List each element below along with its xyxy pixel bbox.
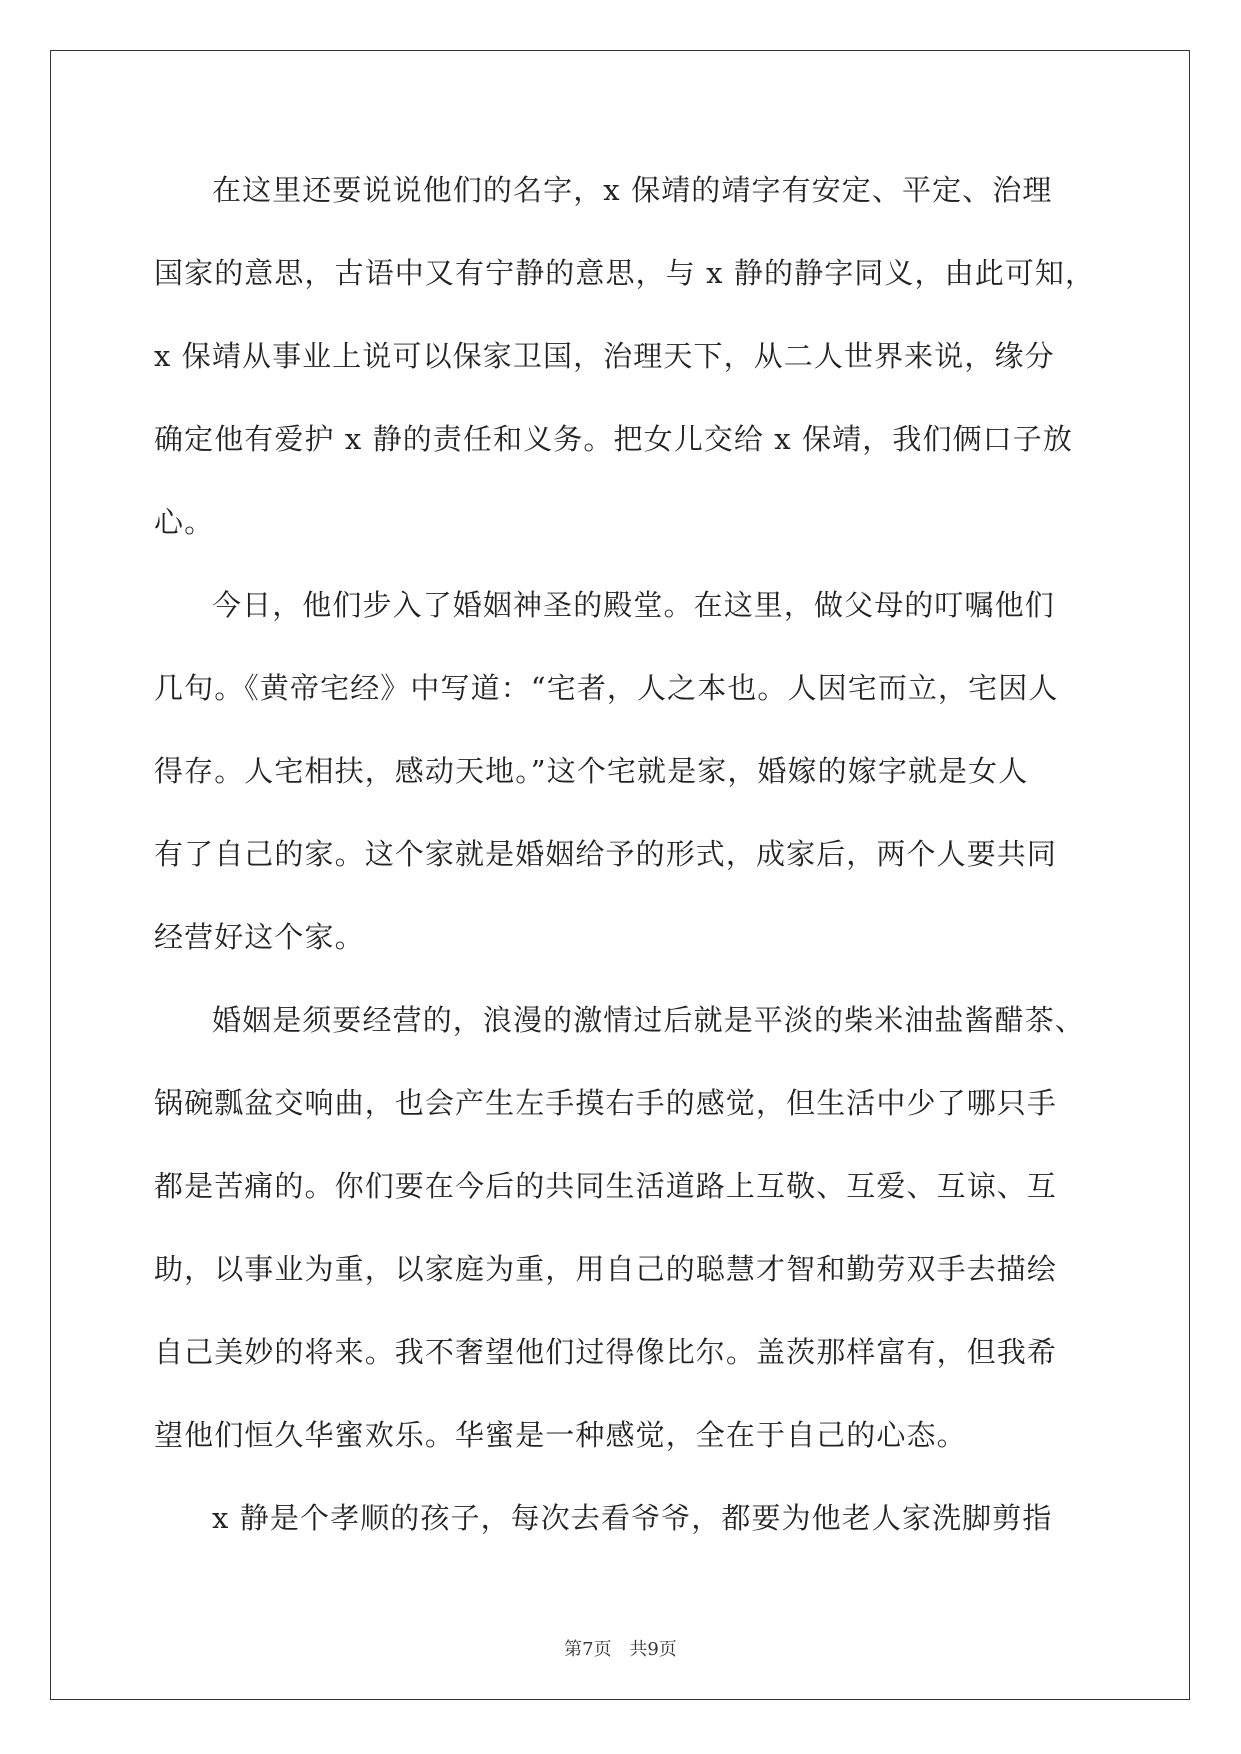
document-body [154,162,1096,1573]
text-line: 助，以事业为重，以家庭为重，用自己的聪慧才智和勤劳双手去描绘 [154,1252,1058,1286]
text-line: 今日，他们步入了婚姻神圣的殿堂。在这里，做父母的叮嘱他们 [212,588,1055,622]
page-number-current: 第7页 [564,1639,612,1660]
text-line: 得存。人宅相扶，感动天地。”这个宅就是家，婚嫁的嫁字就是女人 [154,754,1029,788]
text-line: 在这里还要说说他们的名字，x 保靖的靖字有安定、平定、治理 [212,173,1053,207]
text-line: 国家的意思，古语中又有宁静的意思，与 x 静的静字同义，由此可知， [154,256,1096,290]
text-line: 心。 [154,505,215,539]
text-line: 锅碗瓢盆交响曲，也会产生左手摸右手的感觉，但生活中少了哪只手 [154,1086,1058,1120]
text-line: 经营好这个家。 [154,920,365,954]
text-line: x 静是个孝顺的孩子，每次去看爷爷，都要为他老人家洗脚剪指 [212,1501,1053,1535]
text-line: 自己美妙的将来。我不奢望他们过得像比尔。盖茨那样富有，但我希 [154,1335,1058,1369]
text-line: x 保靖从事业上说可以保家卫国，治理天下，从二人世界来说，缘分 [154,339,1055,373]
text-line: 婚姻是须要经营的，浪漫的激情过后就是平淡的柴米油盐酱醋茶、 [212,1003,1085,1037]
text-line: 确定他有爱护 x 静的责任和义务。把女儿交给 x 保靖，我们俩口子放 [154,422,1073,456]
text-line: 都是苦痛的。你们要在今后的共同生活道路上互敬、互爱、互谅、互 [154,1169,1058,1203]
text-line: 几句。《黄帝宅经》中写道：“宅者，人之本也。人因宅而立，宅因人 [154,671,1059,705]
page-number-total: 共9页 [629,1639,677,1660]
text-line: 望他们恒久华蜜欢乐。华蜜是一种感觉，全在于自己的心态。 [154,1418,967,1452]
page-footer [0,1635,1241,1661]
text-line: 有了自己的家。这个家就是婚姻给予的形式，成家后，两个人要共同 [154,837,1058,871]
